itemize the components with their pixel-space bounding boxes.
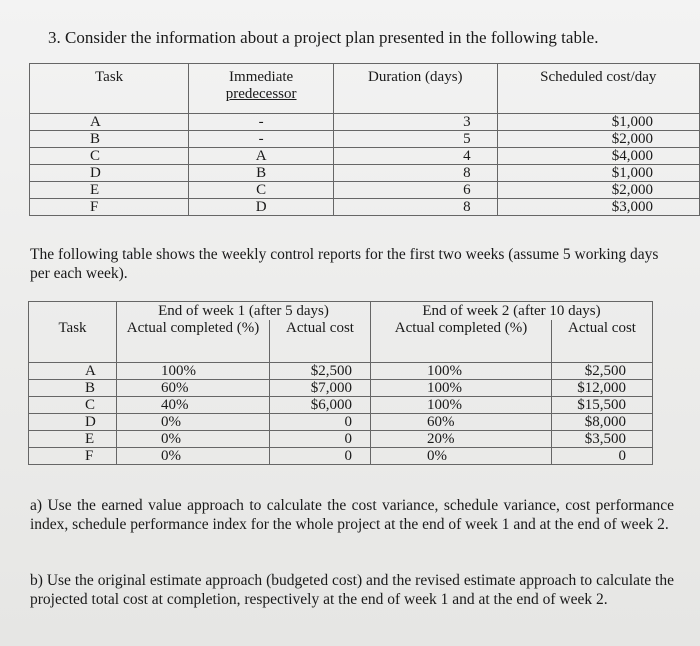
table-row: [29, 448, 653, 465]
table-header-row: [30, 64, 700, 114]
predecessor-cell: B: [189, 165, 334, 182]
duration-cell: 5: [333, 131, 497, 148]
header-cost-per-day: Scheduled cost/day: [497, 64, 699, 114]
w2-cost-cell: $12,000: [552, 380, 653, 397]
w1-cost-cell: 0: [270, 431, 371, 448]
w2-pct-cell: 20%: [371, 431, 552, 448]
w2-cost-cell: $3,500: [552, 431, 653, 448]
cost-per-day-cell: $1,000: [497, 114, 699, 131]
cost-per-day-cell: $4,000: [497, 148, 699, 165]
w2-cost-cell: 0: [552, 448, 653, 465]
weekly-control-table: [28, 301, 653, 465]
w1-pct-cell: 60%: [117, 380, 270, 397]
w1-pct-cell: 40%: [117, 397, 270, 414]
w2-pct-cell: 0%: [371, 448, 552, 465]
task-cell: F: [29, 448, 117, 465]
header-duration: Duration (days): [333, 64, 497, 114]
question-title: 3. Consider the information about a project plan presented in the following table.: [48, 28, 599, 47]
task-cell: D: [29, 414, 117, 431]
header-w1-actual-completed: Actual completed (%): [117, 320, 270, 363]
part-a-text: a) Use the earned value approach to calculate the cost variance, schedule variance, cost performance index, schedule performance index for the whole project at the end of week 1 and at the end of week 2.: [30, 497, 674, 533]
table-row: [30, 148, 700, 165]
table-row: [30, 182, 700, 199]
w1-cost-cell: $2,500: [270, 363, 371, 380]
header-task: [29, 320, 117, 363]
w2-pct-cell: 100%: [371, 397, 552, 414]
duration-cell: 4: [333, 148, 497, 165]
task-cell: A: [29, 363, 117, 380]
task-cell: B: [30, 131, 189, 148]
table-row: [29, 431, 653, 448]
table-row: [29, 414, 653, 431]
intro-text: The following table shows the weekly control reports for the first two weeks (assume 5 working days per each week).: [30, 246, 659, 282]
table-row: [30, 199, 700, 216]
predecessor-cell: D: [189, 199, 334, 216]
table-row: [29, 397, 653, 414]
duration-cell: 8: [333, 199, 497, 216]
header-week1: End of week 1 (after 5 days): [117, 302, 371, 321]
task-cell: F: [30, 199, 189, 216]
w1-cost-cell: $7,000: [270, 380, 371, 397]
table-row: [29, 380, 653, 397]
table-row: [29, 363, 653, 380]
table-row: [30, 165, 700, 182]
header-predecessor: [189, 64, 334, 114]
table-subheader-row: [29, 320, 653, 363]
w2-cost-cell: $8,000: [552, 414, 653, 431]
header-predecessor-line2: predecessor: [225, 86, 297, 102]
w1-pct-cell: 0%: [117, 431, 270, 448]
table-row: [30, 114, 700, 131]
w1-pct-cell: 100%: [117, 363, 270, 380]
w1-pct-cell: 0%: [117, 414, 270, 431]
task-cell: C: [30, 148, 189, 165]
predecessor-cell: C: [189, 182, 334, 199]
w2-pct-cell: 60%: [371, 414, 552, 431]
header-w2-actual-cost: Actual cost: [552, 320, 653, 363]
w2-cost-cell: $2,500: [552, 363, 653, 380]
cost-per-day-cell: $1,000: [497, 165, 699, 182]
part-b-text: b) Use the original estimate approach (budgeted cost) and the revised estimate approach to calculate the projected total cost at completion, respectively at the end of week 1 and at the end of week 2.: [30, 572, 674, 608]
w1-cost-cell: $6,000: [270, 397, 371, 414]
header-predecessor-line1: Immediate: [229, 69, 294, 85]
task-cell: A: [30, 114, 189, 131]
cost-per-day-cell: $2,000: [497, 182, 699, 199]
predecessor-cell: A: [189, 148, 334, 165]
table-row: [30, 131, 700, 148]
duration-cell: 3: [333, 114, 497, 131]
table-header-row: [29, 302, 653, 321]
w2-pct-cell: 100%: [371, 363, 552, 380]
header-w1-actual-cost: Actual cost: [270, 320, 371, 363]
header-week2: End of week 2 (after 10 days): [371, 302, 653, 321]
w1-cost-cell: 0: [270, 414, 371, 431]
cost-per-day-cell: $3,000: [497, 199, 699, 216]
duration-cell: 6: [333, 182, 497, 199]
header-task-blank: [29, 302, 117, 321]
task-cell: E: [29, 431, 117, 448]
task-cell: E: [30, 182, 189, 199]
header-w2-actual-completed: Actual completed (%): [371, 320, 552, 363]
duration-cell: 8: [333, 165, 497, 182]
header-task-label: Task: [58, 320, 87, 336]
task-cell: C: [29, 397, 117, 414]
w1-pct-cell: 0%: [117, 448, 270, 465]
header-task: Task: [30, 64, 189, 114]
predecessor-cell: -: [189, 131, 334, 148]
task-cell: B: [29, 380, 117, 397]
w2-cost-cell: $15,500: [552, 397, 653, 414]
w1-cost-cell: 0: [270, 448, 371, 465]
w2-pct-cell: 100%: [371, 380, 552, 397]
task-cell: D: [30, 165, 189, 182]
predecessor-cell: -: [189, 114, 334, 131]
project-plan-table: [29, 63, 700, 216]
cost-per-day-cell: $2,000: [497, 131, 699, 148]
